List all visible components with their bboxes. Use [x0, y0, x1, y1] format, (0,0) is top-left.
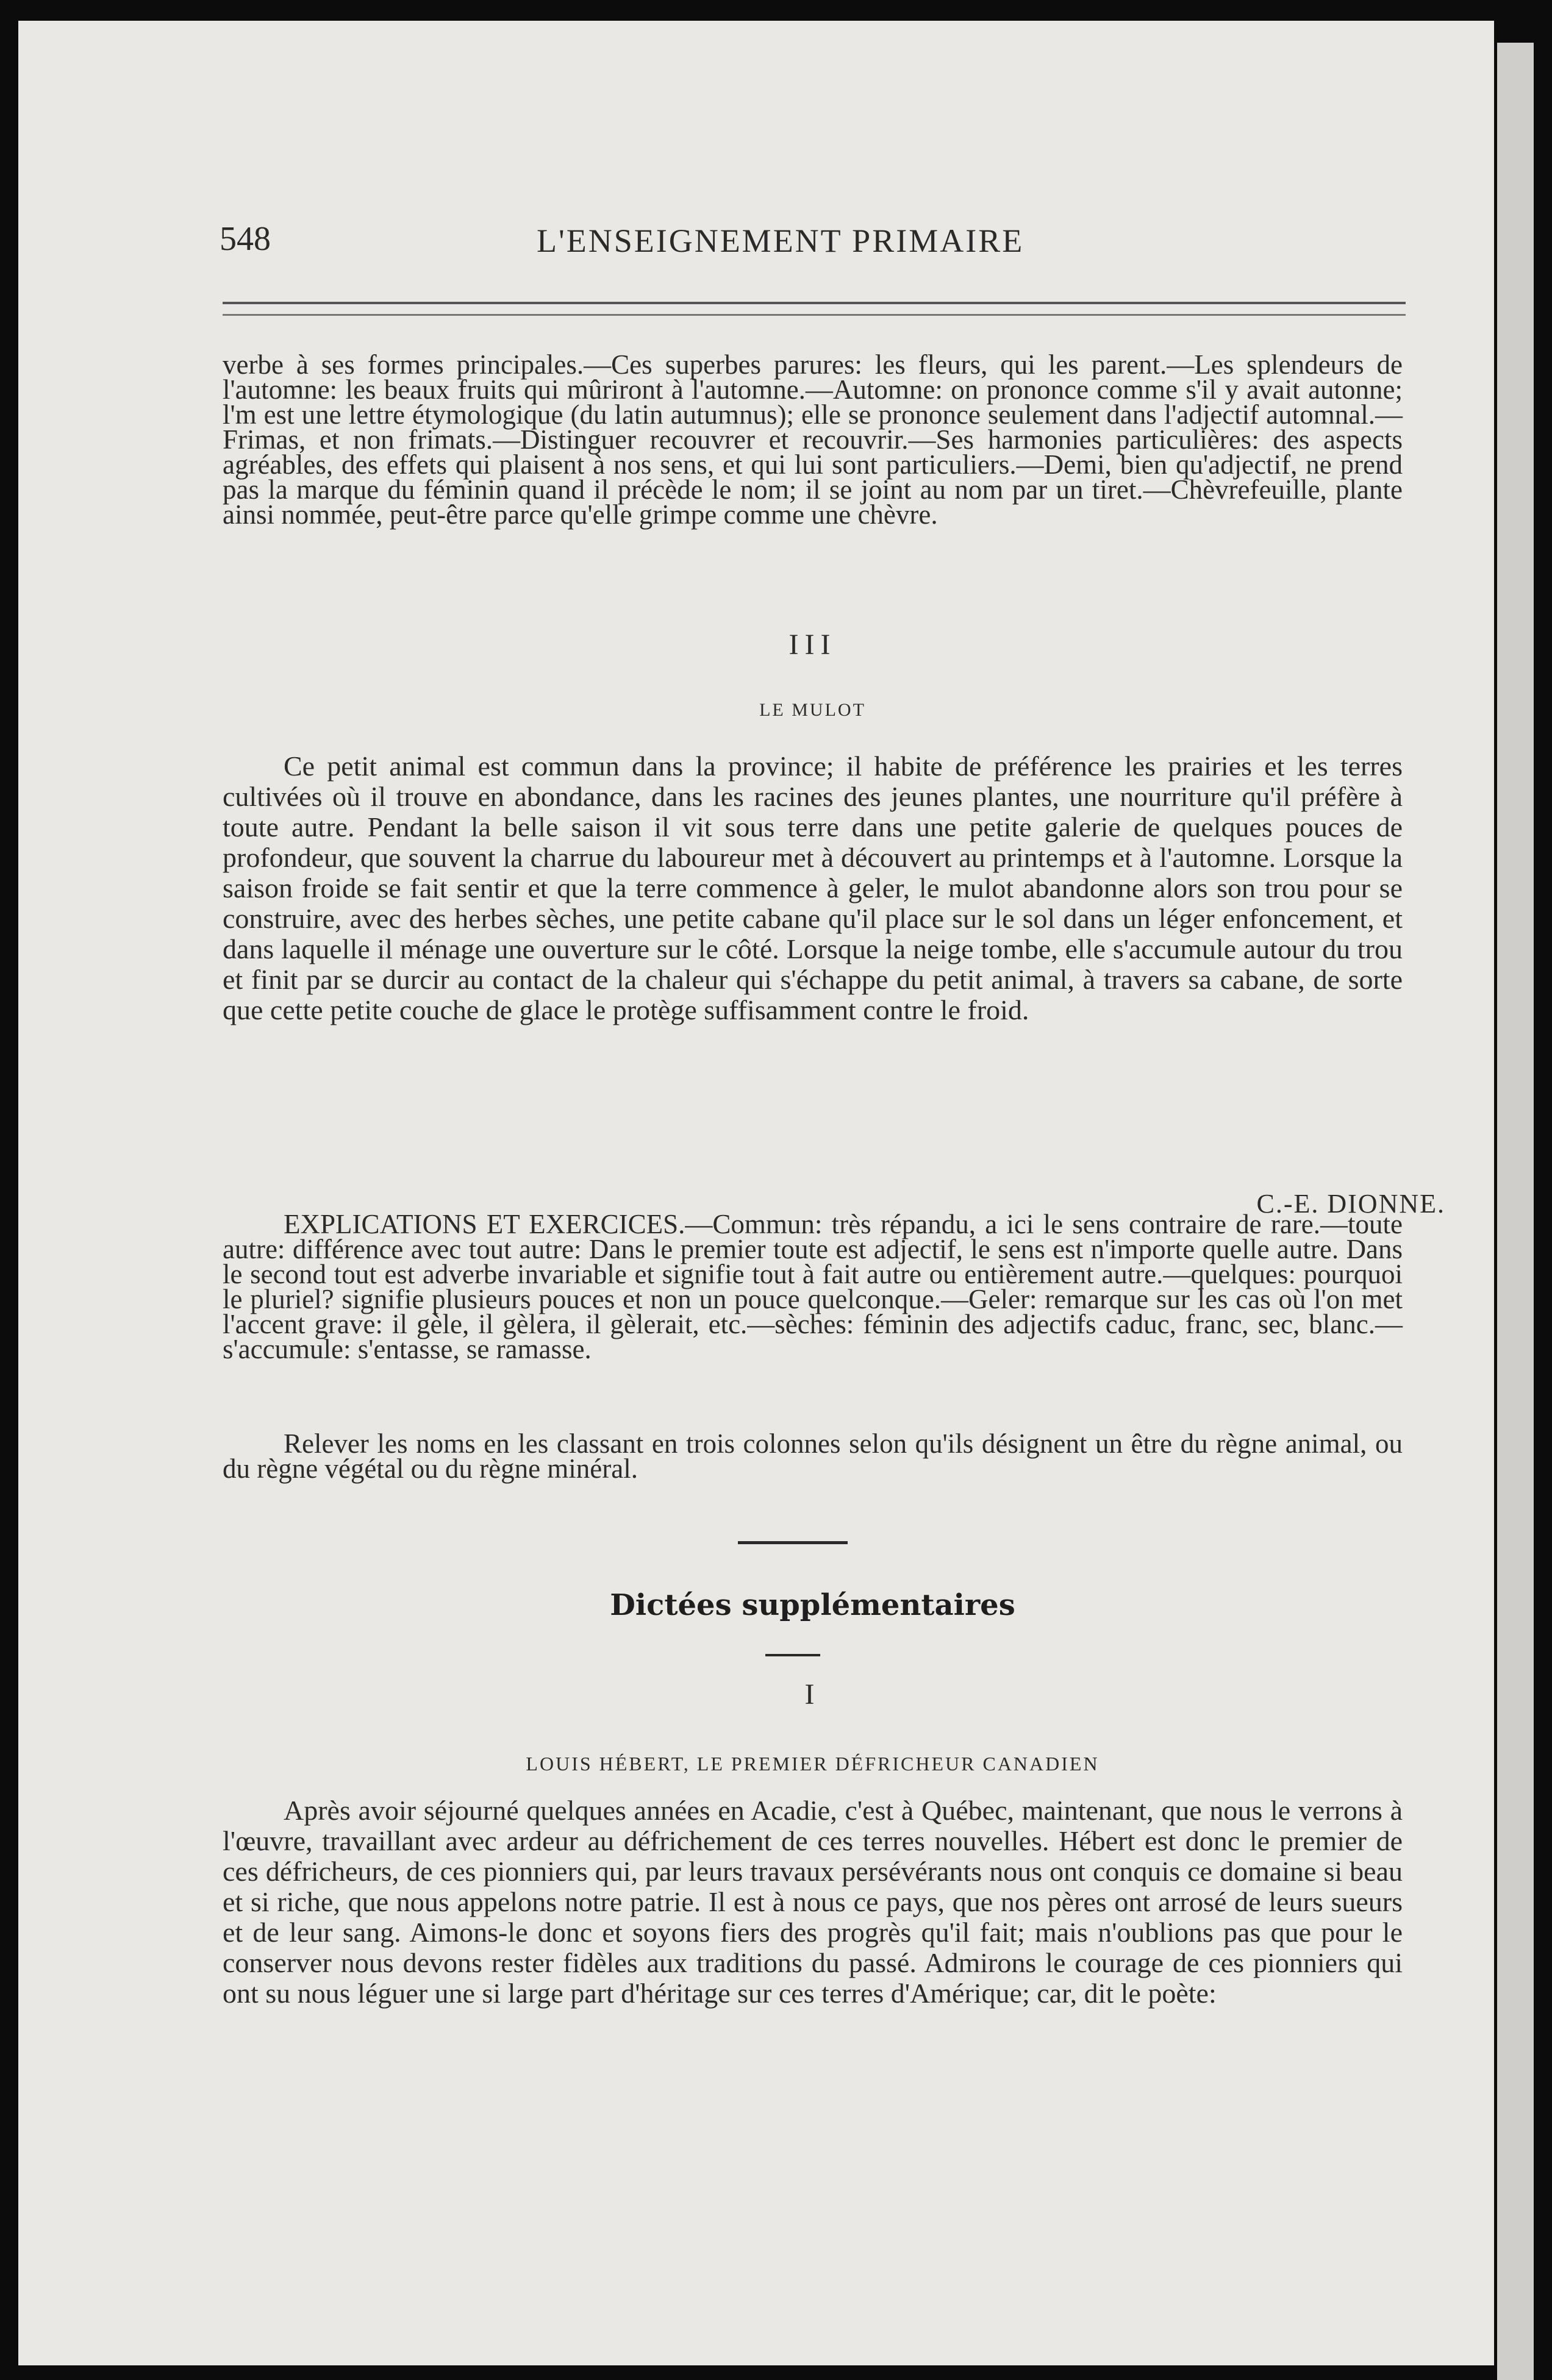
heading-rule [765, 1654, 820, 1656]
section-divider [738, 1541, 848, 1544]
supplement-numeral: I [804, 1678, 821, 1711]
header-rule-thin [223, 314, 1406, 316]
supplement-heading: Dictées supplémentaires [610, 1588, 1015, 1622]
page-number: 548 [220, 220, 271, 258]
supplement-title: LOUIS HÉBERT, LE PREMIER DÉFRICHEUR CANADIEN [526, 1753, 1100, 1775]
section-numeral: III [789, 629, 837, 661]
running-title: L'ENSEIGNEMENT PRIMAIRE [537, 223, 1025, 259]
adjacent-page [1497, 43, 1534, 2380]
notes-top: verbe à ses formes principales.—Ces superbes parures: les fleurs, qui les parent.—Les splendeurs de l'automne: les beaux fruits qui mûriront à l'automne.—Automne: on prononce comme s'il y avait autonne; l'm est une lettre étymologique (du latin autumnus); elle se prononce seulement dans l'adjectif automnal.—Frimas, et non frimats.—Distinguer recouvrer et recouvrir.—Ses harmonies particulières: des aspects agréables, des effets qui plaisent à nos sens, et qui lui sont particuliers.—Demi, bien qu'adjectif, ne prend pas la marque du féminin quand il précède le nom; il se joint au nom par un tiret.—Chèvrefeuille, plante ainsi nommée, peut-être parce qu'elle grimpe comme une chèvre. [223, 349, 1403, 530]
section-title: LE MULOT [759, 700, 866, 720]
exercise-text: Relever les noms en les classant en trois colonnes selon qu'ils désignent un être du règne animal, ou du règne végétal ou du règne minéral. [223, 1428, 1403, 1484]
section-body: Ce petit animal est commun dans la province; il habite de préférence les prairies et les terres cultivées où il trouve en abondance, dans les racines des jeunes plantes, une nourriture qu'il préfère à toute autre. Pendant la belle saison il vit sous terre dans une petite galerie de quelques pouces de profondeur, que souvent la charrue du laboureur met à découvert au printemps et à l'automne. Lorsque la saison froide se fait sentir et que la terre commence à geler, le mulot abandonne alors son trou pour se construire, avec des herbes sèches, une petite cabane qu'il place sur le sol dans un léger enfoncement, et dans laquelle il ménage une ouverture sur le côté. Lorsque la neige tombe, elle s'accumule autour du trou et finit par se durcir au contact de la chaleur qui s'échappe du petit animal, à travers sa cabane, de sorte que cette petite couche de glace le protège suffisamment contre le froid. [223, 750, 1403, 1025]
explications-text: EXPLICATIONS ET EXERCICES.—Commun: très répandu, a ici le sens contraire de rare.—toute autre: différence avec tout autre: Dans le premier toute est adjectif, le sens est n'importe quelle autre. Dans le second tout est adverbe invariable et signifie tout à fait autre ou entièrement autre.—quelques: pourquoi le pluriel? signifie plusieurs pouces et non un pouce quelconque.—Geler: remarque sur les cas où l'on met l'accent grave: il gèle, il gèlera, il gèlerait, etc.—sèches: féminin des adjectifs caduc, franc, sec, blanc.—s'accumule: s'entasse, se ramasse. [223, 1209, 1403, 1364]
header-rule [223, 302, 1406, 304]
running-header [220, 219, 1409, 268]
author-signature: C.-E. DIONNE. [1256, 1189, 1445, 1219]
supplement-body: Après avoir séjourné quelques années en Acadie, c'est à Québec, maintenant, que nous le verrons à l'œuvre, travaillant avec ardeur au défrichement de ces terres nouvelles. Hébert est donc le premier de ces défricheurs, de ces pionniers qui, par leurs travaux persévérants nous ont conquis ce domaine si beau et si riche, que nous appelons notre patrie. Il est à nous ce pays, que nos pères ont arrosé de leurs sueurs et de leur sang. Aimons-le donc et soyons fiers des progrès qu'il fait; mais n'oublions pas que pour le conserver nous devons rester fidèles aux traditions du passé. Admirons le courage de ces pionniers qui ont su nous léguer une si large part d'héritage sur ces terres d'Amérique; car, dit le poète: [223, 1795, 1403, 2009]
